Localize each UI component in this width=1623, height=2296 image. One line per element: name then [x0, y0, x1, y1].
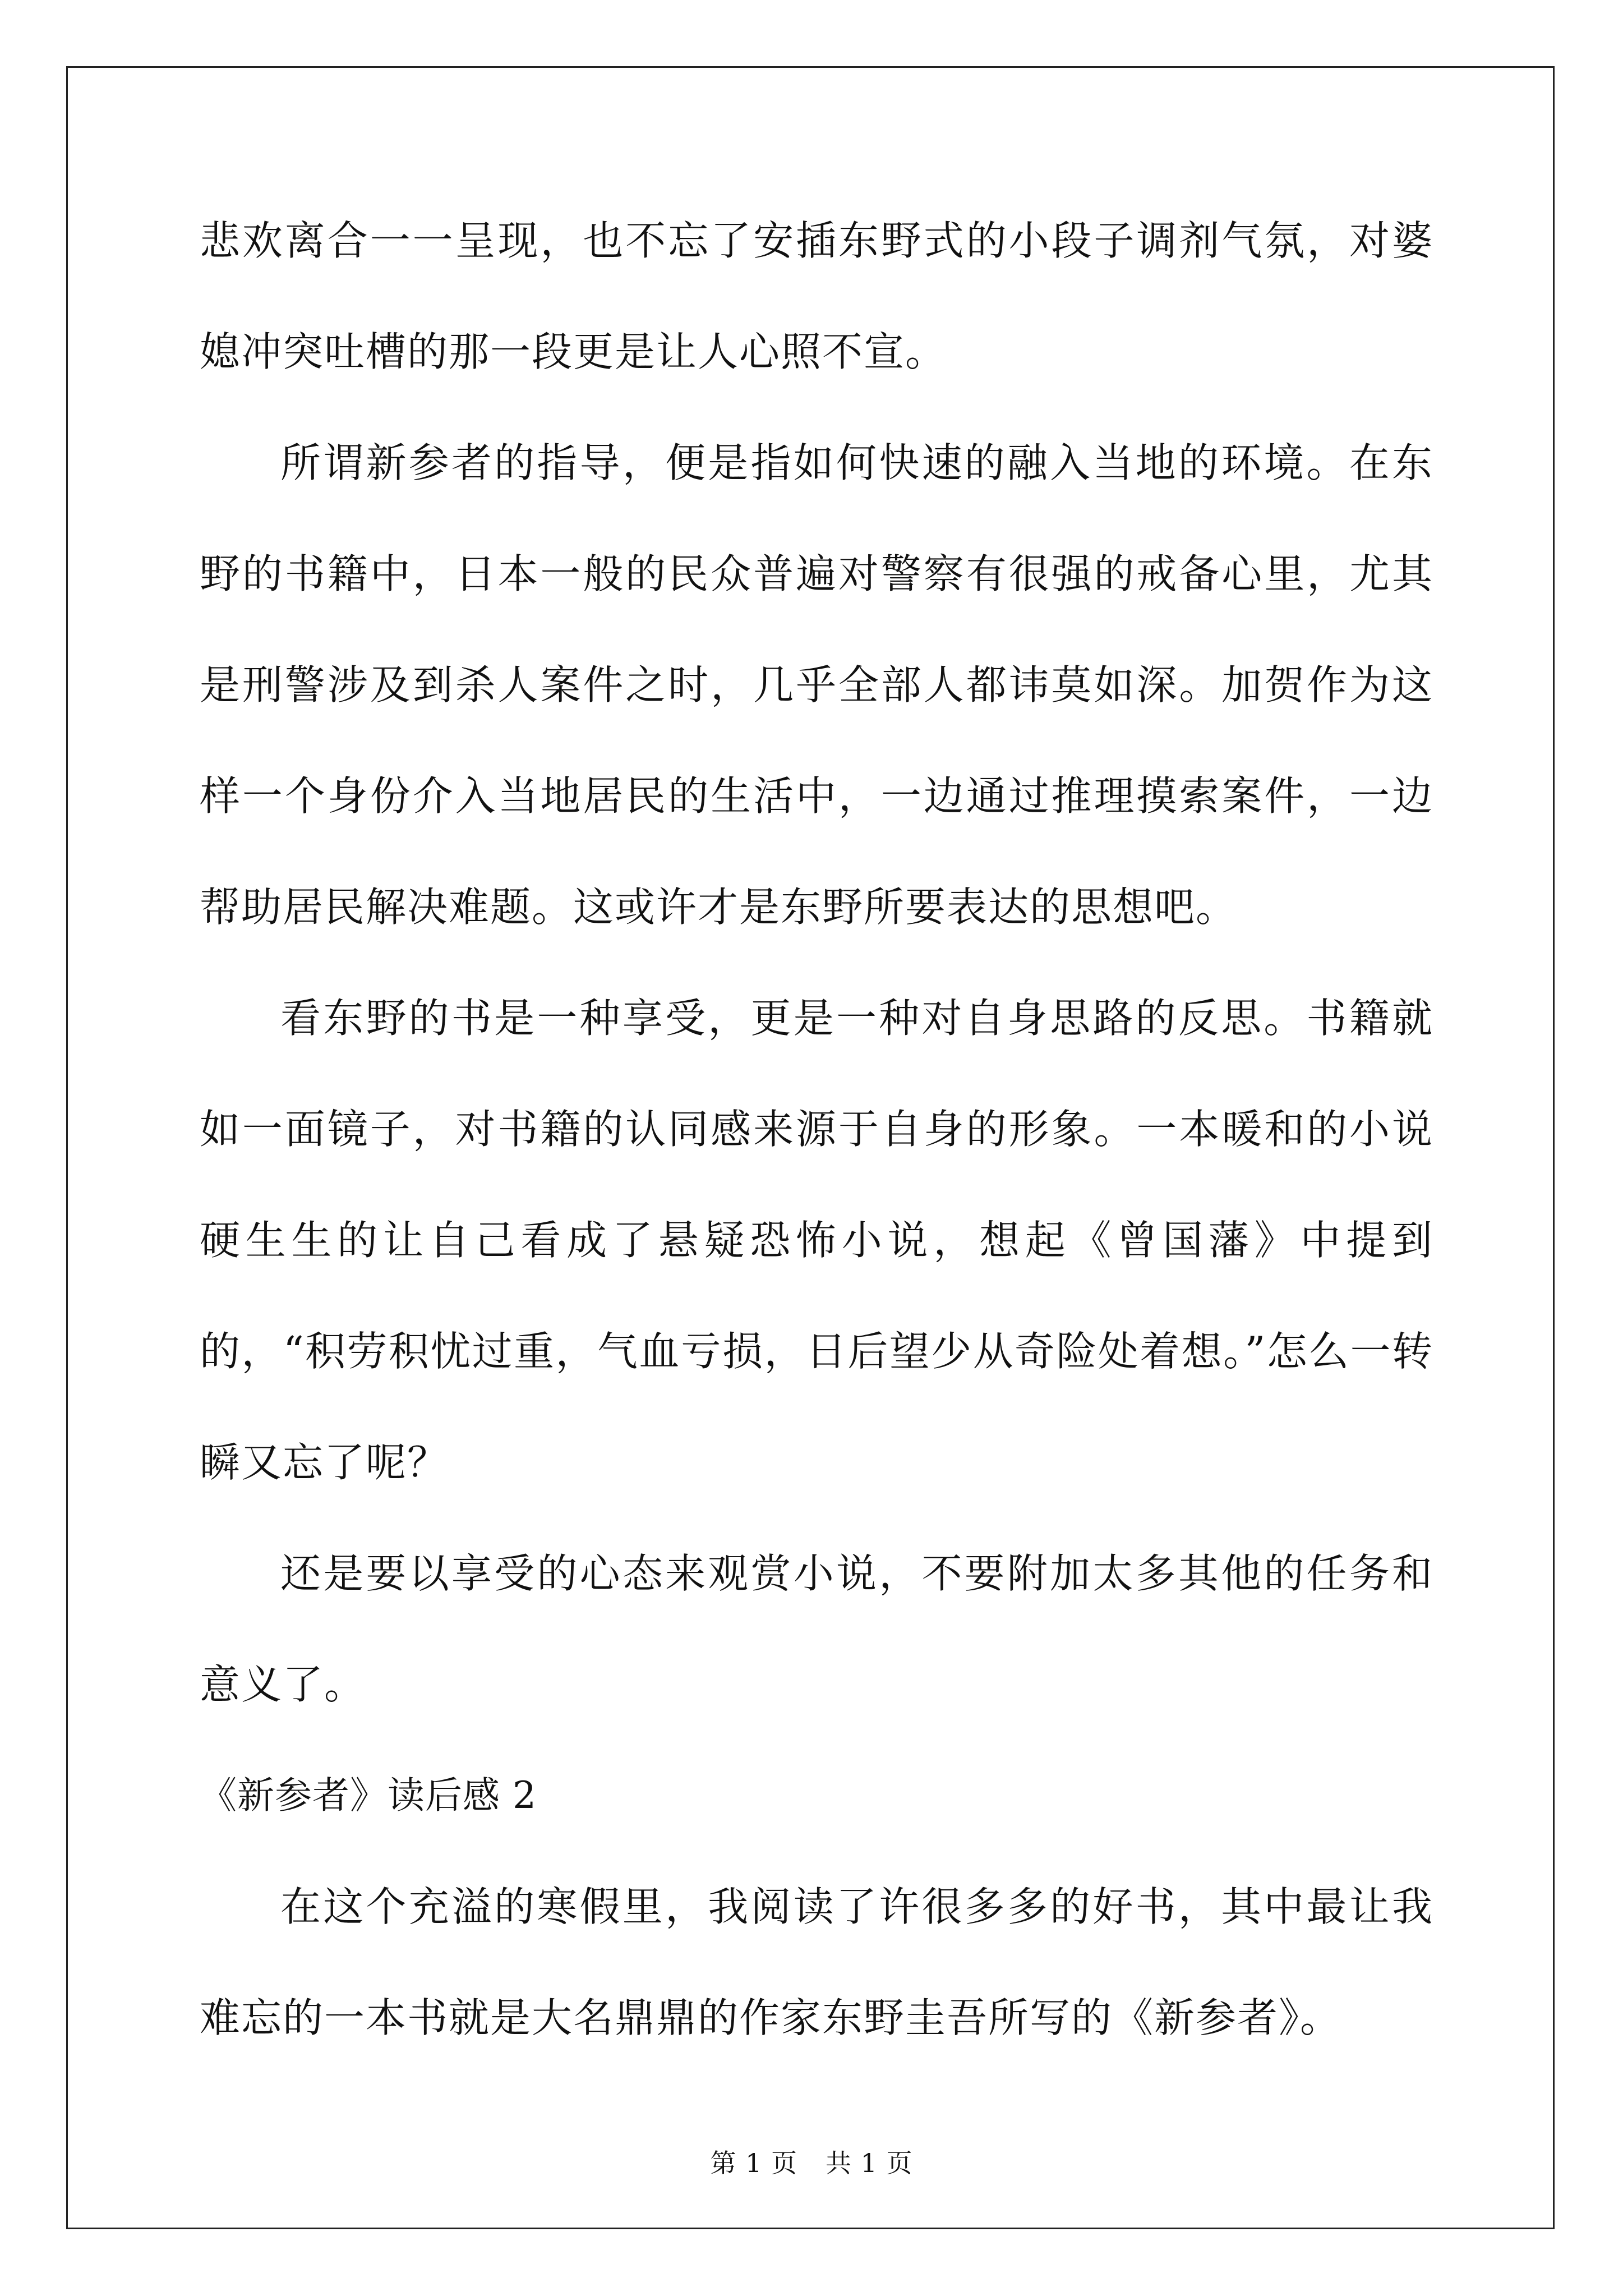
document-body: [200, 185, 1433, 2073]
paragraph-2: 所谓新参者的指导，便是指如何快速的融入当地的环境。在东野的书籍中，日本一般的民众普遍对警察有很强的戒备心里，尤其是刑警涉及到杀人案件之时，几乎全部人都讳莫如深。加贺作为这样一个身份介入当地居民的生活中，一边通过推理摸索案件，一边帮助居民解决难题。这或许才是东野所要表达的思想吧。: [200, 439, 1433, 931]
total-pages: 共 1 页: [826, 2148, 913, 2178]
paragraph-5: 在这个充溢的寒假里，我阅读了许很多多的好书，其中最让我难忘的一本书就是大名鼎鼎的作家东野圭吾所写的《新参者》。: [200, 1883, 1433, 2041]
page-number: 第 1 页: [710, 2148, 797, 2178]
page-footer: [0, 2143, 1623, 2180]
section-heading: 《新参者》读后感 2: [200, 1774, 537, 1817]
paragraph-4: 还是要以享受的心态来观赏小说，不要附加太多其他的任务和意义了。: [200, 1550, 1433, 1708]
paragraph-1: 悲欢离合一一呈现，也不忘了安插东野式的小段子调剂气氛，对婆媳冲突吐槽的那一段更是让人心照不宣。: [200, 217, 1433, 375]
paragraph-3: 看东野的书是一种享受，更是一种对自身思路的反思。书籍就如一面镜子，对书籍的认同感来源于自身的形象。一本暖和的小说硬生生的让自己看成了悬疑恐怖小说，想起《曾国藩》中提到的，“积劳积忧过重，气血亏损，日后望少从奇险处着想。”怎么一转瞬又忘了呢？: [200, 995, 1433, 1486]
